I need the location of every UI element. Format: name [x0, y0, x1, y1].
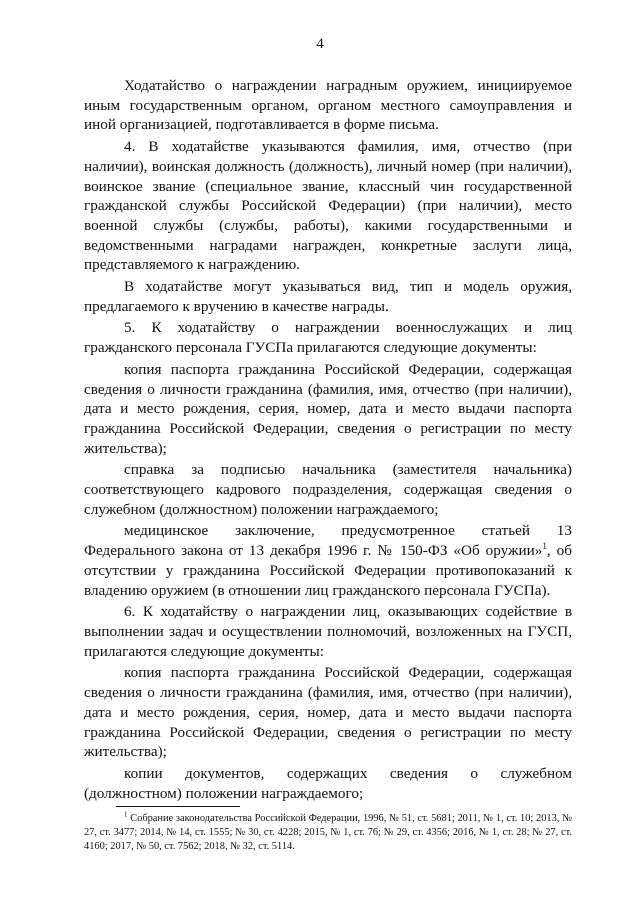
paragraph-medical-conclusion — [84, 521, 572, 600]
paragraph-weapon-type: В ходатайстве могут указываться вид, тип и модель оружия, предлагаемого к вручению в качестве награды. — [84, 278, 572, 315]
paragraph-item-6: 6. К ходатайству о награждении лиц, оказывающих содействие в выполнении задач и осуществлении полномочий, возложенных на ГУСП, прилагаются следующие документы: — [84, 603, 572, 660]
footnote — [84, 812, 572, 853]
paragraph-certificate: справка за подписью начальника (заместителя начальника) соответствующего кадрового подразделения, содержащая сведения о служебном (должностном) положении награждаемого; — [84, 461, 572, 518]
footnote-mark: 1 — [124, 810, 128, 819]
paragraph-item-4: 4. В ходатайстве указываются фамилия, имя, отчество (при наличии), воинская должность (должность), личный номер (при наличии), воинское звание (специальное звание, классный чин государственной гражданской службы Российской Федерации) (при наличии), место военной службы (службы, работы), какими государственными и ведомственными наградами награжден, конкретные заслуги лица, представляемого к награждению. — [84, 138, 572, 274]
footnote-reference: 1 — [542, 541, 547, 552]
footnote-text: Собрание законодательства Российской Федерации, 1996, № 51, ст. 5681; 2011, № 1, ст. 10; 2013, № 27, ст. 3477; 2014, № 14, ст. 1555; № 30, ст. 4228; 2015, № 1, ст. 76; № 29, ст. 4356; 2016, № 1, ст. 28; № 27, ст. 4160; 2017, № 50, ст. 7562; 2018, № 32, ст. 5114. — [84, 813, 572, 852]
footnote-divider — [116, 806, 240, 807]
paragraph-document-copies: копии документов, содержащих сведения о служебном (должностном) положении награждаемого; — [84, 764, 572, 802]
paragraph-passport-copy-2: копия паспорта гражданина Российской Федерации, содержащая сведения о личности гражданина (фамилия, имя, отчество (при наличии), дата и место рождения, серия, номер, дата и место выдачи паспорта гражданина Российской Федерации, сведения о регистрации по месту жительства); — [84, 664, 572, 761]
paragraph-item-5: 5. К ходатайству о награждении военнослужащих и лиц гражданского персонала ГУСПа прилагаются следующие документы: — [84, 319, 572, 357]
paragraph-passport-copy: копия паспорта гражданина Российской Федерации, содержащая сведения о личности гражданина (фамилия, имя, отчество (при наличии), дата и место рождения, серия, номер, дата и место выдачи паспорта гражданина Российской Федерации, сведения о регистрации по месту жительства); — [84, 360, 572, 457]
document-body — [84, 76, 572, 803]
page-number: 4 — [316, 36, 324, 52]
paragraph-petition-letter: Ходатайство о награждении наградным оружием, инициируемое иным государственным органом, органом местного самоуправления и иной организацией, подготавливается в форме письма. — [84, 77, 572, 134]
medical-text-after: , об отсутствии у гражданина Российской Федерации противопоказаний к владению оружием (в отношении лиц гражданского персонала ГУСПа). — [84, 542, 572, 599]
medical-text-before: медицинское заключение, предусмотренное статьей 13 Федерального закона от 13 декабря 1996 г. № 150-ФЗ «Об оружии» — [84, 522, 572, 560]
